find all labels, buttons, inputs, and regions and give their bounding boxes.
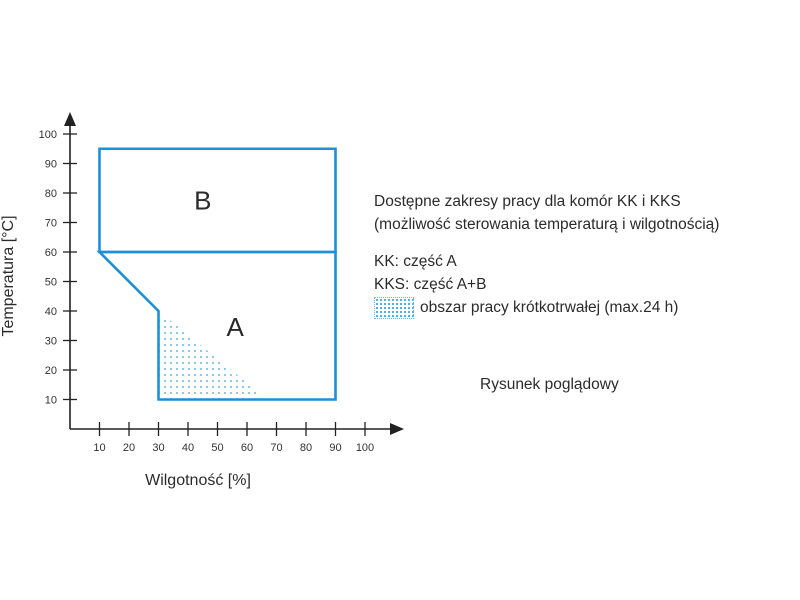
x-axis-ticks [93, 422, 374, 454]
x-tick-label: 100 [355, 442, 375, 454]
legend-kk: KK: część A [374, 253, 457, 270]
y-tick-label: 40 [44, 306, 57, 318]
x-tick-label: 60 [240, 442, 254, 454]
dotted-swatch-icon [374, 297, 414, 319]
region-b-outline [100, 149, 336, 252]
legend-title-line2: (możliwość sterowania temperaturą i wilgotnością) [374, 216, 720, 233]
y-tick-label: 10 [44, 394, 57, 407]
y-axis-ticks [39, 129, 77, 407]
x-axis-arrow [390, 423, 404, 435]
x-tick-label: 70 [270, 442, 283, 454]
legend [374, 190, 719, 319]
y-axis-arrow [64, 112, 76, 126]
y-tick-label: 20 [44, 365, 57, 377]
y-tick-label: 30 [44, 335, 57, 348]
short-term-area [159, 311, 268, 400]
region-b-label: B [194, 185, 212, 216]
y-tick-label: 70 [44, 217, 57, 230]
legend-title-line1: Dostępne zakresy pracy dla komór KK i KKS [374, 193, 681, 210]
y-tick-label: 80 [44, 188, 57, 200]
region-a-label: A [226, 312, 244, 343]
x-tick-label: 50 [211, 442, 224, 454]
y-tick-label: 90 [44, 158, 57, 171]
x-tick-label: 30 [152, 442, 165, 454]
y-tick-label: 100 [38, 129, 57, 141]
legend-short-term-row [374, 296, 719, 319]
x-tick-label: 40 [181, 442, 195, 454]
x-tick-label: 80 [299, 442, 313, 454]
x-axis-label: Wilgotność [%] [145, 472, 251, 489]
legend-kks: KKS: część A+B [374, 276, 487, 293]
x-tick-label: 20 [122, 442, 136, 454]
y-tick-label: 50 [44, 276, 57, 289]
y-tick-label: 60 [44, 247, 57, 259]
illustrative-note: Rysunek poglądowy [480, 376, 619, 393]
legend-short-term: obszar pracy krótkotrwałej (max.24 h) [420, 299, 679, 316]
x-tick-label: 10 [93, 442, 106, 454]
y-axis-label: Temperatura [°C] [0, 215, 17, 337]
x-tick-label: 90 [329, 442, 342, 454]
